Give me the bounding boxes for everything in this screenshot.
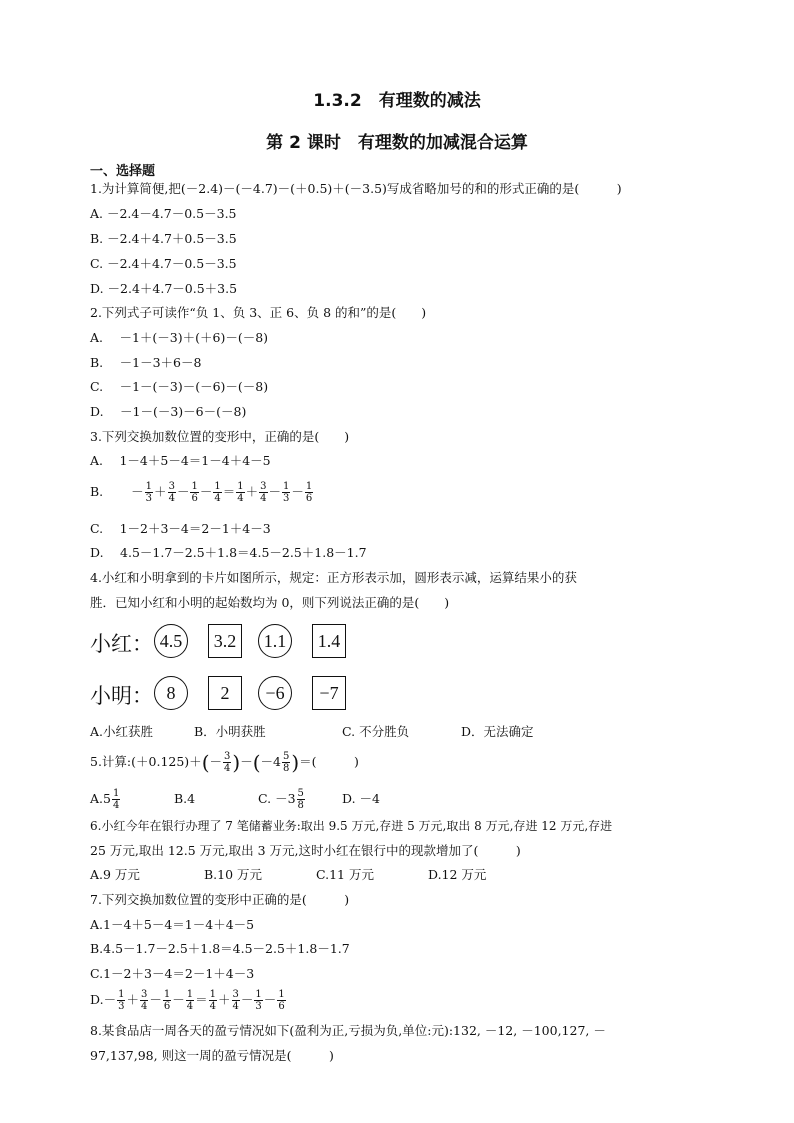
q4-stem-line1: 4.小红和小明拿到的卡片如图所示，规定：正方形表示加，圆形表示减，运算结果小的获	[90, 570, 577, 585]
page-title: 1.3.2 有理数的减法	[313, 91, 481, 111]
q5-stem: 5.计算:(＋0.125)＋(－ $\frac{3}{4}$ )－(－4 $\frac{5}{8}$ )＝( )	[90, 750, 359, 775]
xiaoming-label: 小明：	[90, 684, 153, 708]
q4-option-c: C. 不分胜负	[342, 724, 410, 739]
q6-option-a: A.9 万元	[90, 867, 140, 882]
q5-option-a: A.5 $\frac{1}{4}$	[90, 788, 120, 811]
q3-option-a: A. 1－4＋5－4＝1－4＋4－5	[90, 453, 271, 468]
q2-stem: 2.下列式子可读作“负 1、负 3、正 6、负 8 的和”的是( )	[90, 305, 427, 320]
q6-option-b: B.10 万元	[204, 867, 263, 882]
q4-option-a: A.小红获胜	[90, 724, 154, 739]
q3-option-b-label: B.	[90, 484, 104, 499]
q7-stem: 7.下列交换加数位置的变形中正确的是( )	[90, 892, 350, 907]
xiaoming-circle-card-2: −6	[258, 676, 292, 710]
xiaoming-card-row	[90, 672, 390, 716]
section-heading: 一、选择题	[90, 164, 156, 179]
q2-option-d: D. －1－(－3)－6－(－8)	[90, 404, 247, 419]
q5-option-a-prefix: A.5	[90, 791, 111, 806]
q3-option-d: D. 4.5－1.7－2.5＋1.8＝4.5－2.5＋1.8－1.7	[90, 545, 367, 560]
page-subtitle: 第 2 课时 有理数的加减混合运算	[266, 133, 528, 153]
xiaohong-label: 小红：	[90, 632, 153, 656]
q1-option-d: D. －2.4＋4.7－0.5＋3.5	[90, 281, 238, 296]
xiaoming-square-card-1: 2	[208, 676, 242, 710]
q7-option-a: A.1－4＋5－4＝1－4＋4－5	[90, 917, 255, 932]
q7-option-d: D.－ $\frac{1}{3}$ ＋ $\frac{3}{4}$ － $\frac{1}{6}$ － $\frac{1}{4}$ ＝ $\frac{1}{4}$ ＋ $\frac{3}{4}$ － $\frac{1}{3}$ － $\frac{1}{6}$	[90, 989, 285, 1012]
q2-option-b: B. －1－3＋6－8	[90, 355, 202, 370]
q1-option-c: C. －2.4＋4.7－0.5－3.5	[90, 256, 237, 271]
q6-stem-line1: 6.小红今年在银行办理了 7 笔储蓄业务:取出 9.5 万元,存进 5 万元,取出 8 万元,存进 12 万元,存进	[90, 819, 613, 833]
q8-stem-line1: 8.某食品店一周各天的盈亏情况如下(盈利为正,亏损为负,单位:元):132, －12, －100,127, －	[90, 1023, 606, 1038]
q5-stem-suffix: ＝( )	[299, 754, 359, 769]
q5-stem-prefix: 5.计算:(＋0.125)＋	[90, 754, 202, 769]
q5-option-d: D. －4	[342, 791, 380, 806]
q6-option-c: C.11 万元	[316, 867, 374, 882]
q3-option-c: C. 1－2＋3－4＝2－1＋4－3	[90, 521, 271, 536]
xiaoming-square-card-2: −7	[312, 676, 346, 710]
q5-option-c-prefix: C. －3	[258, 791, 296, 806]
q3-option-b: B. － $\frac{1}{3}$ ＋ $\frac{3}{4}$ － $\frac{1}{6}$ － $\frac{1}{4}$ ＝ $\frac{1}{4}$ ＋ $\frac{3}{4}$ － $\frac{1}{3}$ － $\frac{1}{6}$	[90, 481, 313, 504]
xiaohong-card-row	[90, 622, 390, 666]
q8-stem-line2: 97,137,98, 则这一周的盈亏情况是( )	[90, 1048, 334, 1063]
q4-option-b: B．小明获胜	[194, 724, 266, 739]
xiaohong-circle-card-2: 1.1	[258, 624, 292, 658]
q6-stem-line2: 25 万元,取出 12.5 万元,取出 3 万元,这时小红在银行中的现款增加了( )	[90, 843, 521, 858]
xiaohong-square-card-2: 1.4	[312, 624, 346, 658]
xiaohong-square-card-1: 3.2	[208, 624, 242, 658]
q4-option-d: D．无法确定	[461, 724, 534, 739]
q7-option-d-label: D.	[90, 992, 104, 1007]
q2-option-a: A. －1＋(－3)＋(＋6)－(－8)	[90, 330, 269, 345]
q4-stem-line2: 胜．已知小红和小明的起始数均为 0，则下列说法正确的是( )	[90, 595, 450, 610]
q3-stem: 3.下列交换加数位置的变形中，正确的是( )	[90, 429, 350, 444]
q5-option-b: B.4	[174, 791, 196, 806]
xiaoming-circle-card-1: 8	[154, 676, 188, 710]
q2-option-c: C. －1－(－3)－(－6)－(－8)	[90, 379, 269, 394]
q7-option-c: C.1－2＋3－4＝2－1＋4－3	[90, 966, 255, 981]
xiaohong-circle-card-1: 4.5	[154, 624, 188, 658]
q1-stem: 1.为计算简便,把(－2.4)－(－4.7)－(＋0.5)＋(－3.5)写成省略加号的和的形式正确的是( )	[90, 181, 622, 196]
q1-option-a: A. －2.4－4.7－0.5－3.5	[90, 206, 237, 221]
q7-option-b: B.4.5－1.7－2.5＋1.8＝4.5－2.5＋1.8－1.7	[90, 941, 350, 956]
q6-option-d: D.12 万元	[428, 867, 487, 882]
q5-option-c: C. －3 $\frac{5}{8}$	[258, 788, 304, 811]
q1-option-b: B. －2.4＋4.7＋0.5－3.5	[90, 231, 237, 246]
